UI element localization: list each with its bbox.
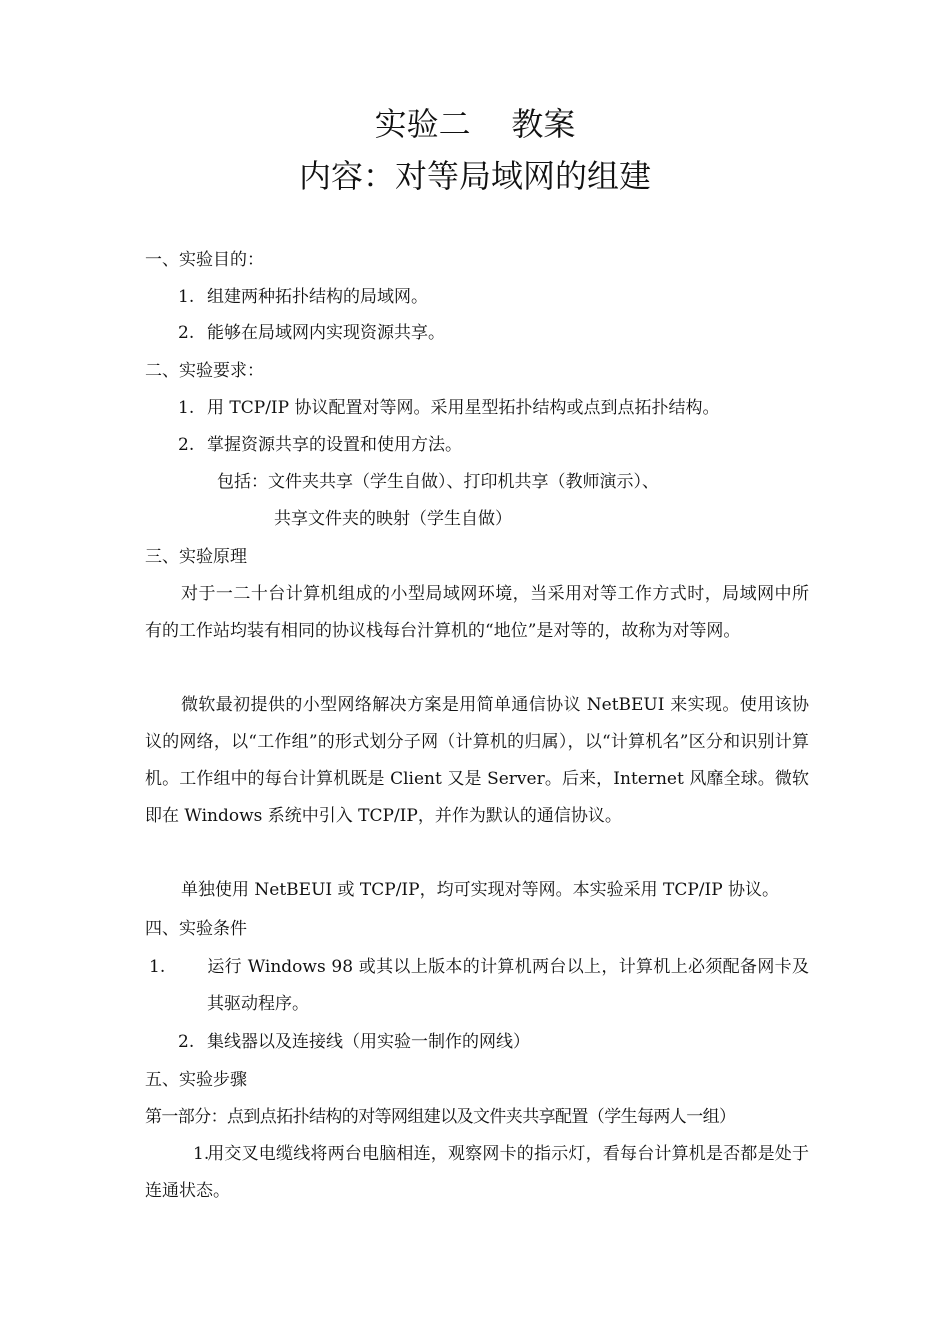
part-heading: 第一部分：点到点拓扑结构的对等网组建以及文件夹共享配置（学生每两人一组） <box>145 1107 736 1127</box>
section-heading-purpose: 一、实验目的： <box>145 250 264 270</box>
item-text: 集线器以及连接线（用实验一制作的网线） <box>207 1032 530 1052</box>
section-heading-requirements: 二、实验要求： <box>145 361 264 381</box>
section-heading-principle: 三、实验原理 <box>145 547 247 567</box>
list-item <box>178 1030 530 1054</box>
list-item <box>178 433 462 457</box>
include-text: 文件夹共享（学生自做）、打印机共享（教师演示）、 <box>268 472 659 492</box>
paragraph: 对于一二十台计算机组成的小型局域网环境，当采用对等工作方式时，局域网中所有的工作站均装有相同的协议栈每台汁算机的“地位”是对等的，故称为对等网。 <box>145 584 809 641</box>
item-text: 用 TCP/IP 协议配置对等网。采用星型拓扑结构或点到点拓扑结构。 <box>207 398 720 418</box>
item-number: 2. <box>178 1032 195 1052</box>
item-number: 1. <box>178 287 195 307</box>
paragraph: 单独使用 NetBEUI 或 TCP/IP，均可实现对等网。本实验采用 TCP/IP 协议。 <box>181 880 780 900</box>
list-item <box>178 321 445 345</box>
item-number: 2. <box>178 323 195 343</box>
document-title: 实验二 教案 <box>374 105 576 143</box>
step-number: 1. <box>193 1144 210 1164</box>
list-item <box>178 396 719 420</box>
item-text: 能够在局域网内实现资源共享。 <box>207 323 445 343</box>
paragraph: 微软最初提供的小型网络解决方案是用简单通信协议 NetBEUI 来实现。使用该协议的网络，以“工作组”的形式划分子网（计算机的归属），以“计算机名”区分和识别计算机。工作组中的每台计算机既是 Client 又是 Server。后来，Internet 风靡全球。微软即在 Windows 系统中引入 TCP/IP，并作为默认的通信协议。 <box>145 695 809 826</box>
list-item <box>149 949 809 1023</box>
step-item <box>145 1136 809 1210</box>
step-text: 用交叉电缆线将两台电脑相连，观察网卡的指示灯，看每台计算机是否都是处于连通状态。 <box>145 1144 809 1201</box>
document-subtitle: 内容：对等局域网的组建 <box>298 157 651 195</box>
section-heading-steps: 五、实验步骤 <box>145 1070 247 1090</box>
section-heading-conditions: 四、实验条件 <box>145 919 247 939</box>
include-label: 包括： <box>217 472 268 492</box>
item-number: 2. <box>178 435 195 455</box>
item-text: 组建两种拓扑结构的局域网。 <box>207 287 428 307</box>
item-text: 掌握资源共享的设置和使用方法。 <box>207 435 462 455</box>
item-number: 1. <box>178 398 195 418</box>
item-text: 运行 Windows 98 或其以上版本的计算机两台以上，计算机上必须配备网卡及其驱动程序。 <box>207 957 809 1014</box>
list-item <box>178 285 428 309</box>
item-number: 1. <box>149 957 166 977</box>
include-line-continued: 共享文件夹的映射（学生自做） <box>274 509 512 529</box>
include-line <box>217 470 659 494</box>
